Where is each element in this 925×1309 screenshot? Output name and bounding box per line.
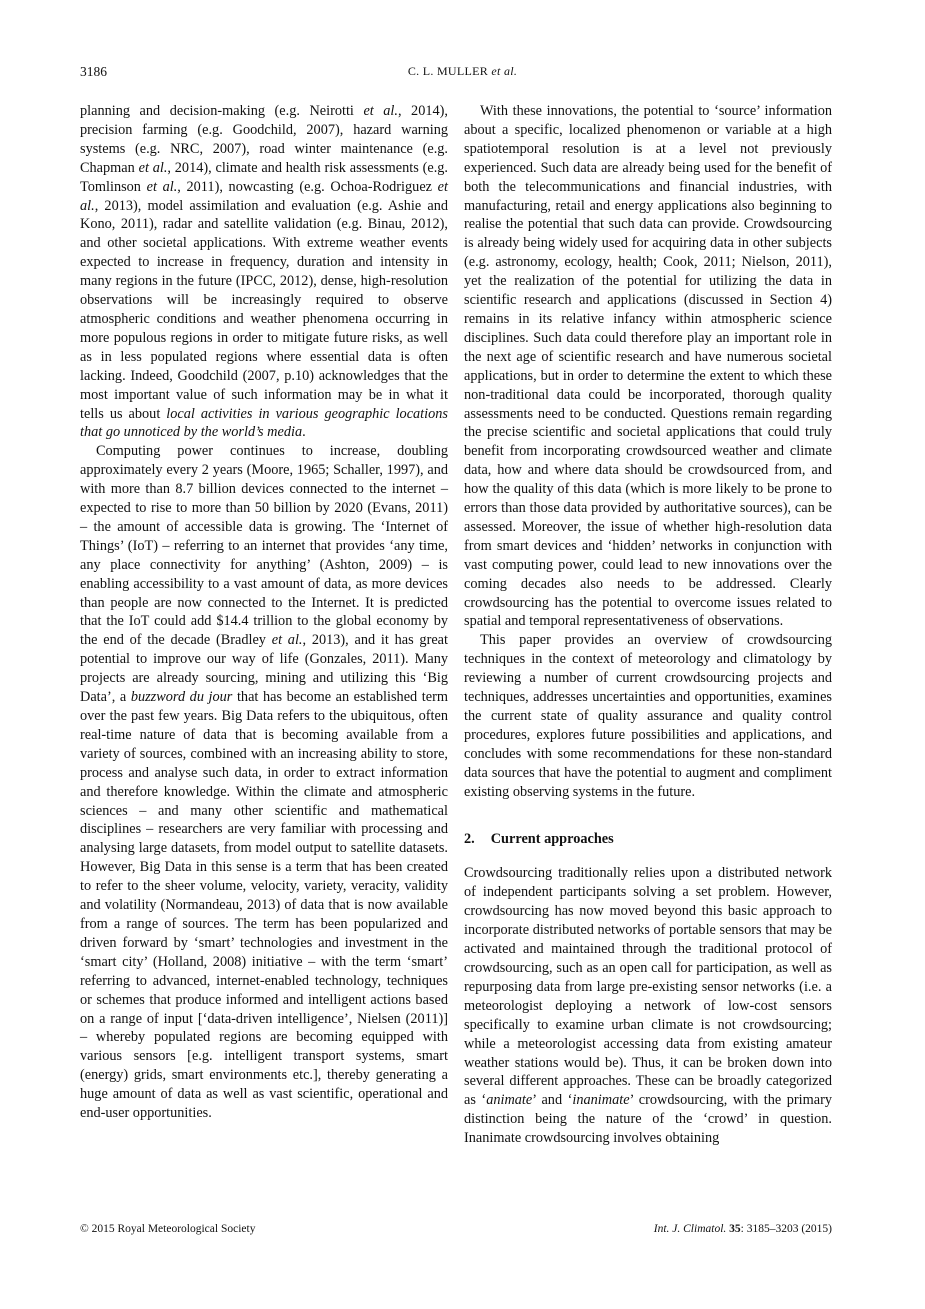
- left-column: [80, 102, 448, 1123]
- journal-name: Int. J. Climatol.: [653, 1223, 727, 1235]
- section-title: Current approaches: [490, 830, 614, 847]
- running-head-authors: C. L. MULLER: [407, 64, 489, 78]
- paragraph: This paper provides an overview of crowdsourcing techniques in the context of meteorology and climatology by reviewing a number of current crowdsourcing projects and techniques, addresses uncertainties and opportunities, examines the current state of quality assurance and quality control procedures, explores future possibilities and applications, and concludes with some recommendations for these non-standard data sources that have the potential to augment and compliment existing observing systems in the future.: [464, 632, 832, 800]
- right-column: [464, 102, 832, 1148]
- paragraph: With these innovations, the potential to ‘source’ information about a specific, localized phenomenon or variable at a high spatiotemporal resolution is at a level not previously experienced. Such data are already being used for the benefit of both the telecommunications and financial industries, with manufacturing, retail and energy applications also beginning to realise the potential that such data can provide. Crowdsourcing is already being widely used for acquiring data in other subjects (e.g. astronomy, ecology, health; Cook, 2011; Nielson, 2011), yet the realization of the potential for utilizing the data in scientific research and applications (discussed in Section 4) remains in its relative infancy within atmospheric science disciplines. Such data could therefore play an important role in the next age of scientific research and have numerous societal applications, but in order to determine the extent to which these non-traditional data could be incorporated, thorough quality assessments need to be conducted. Questions remain regarding the precise scientific and societal applications that could truly benefit from incorporating crowdsourced weather and climate data, how and where data should be crowdsourced from, and how the quality of this data (which is more likely to be prone to errors than those data provided by authoritative sources), can be assessed. Moreover, the issue of whether high-resolution data from smart devices and ‘hidden’ networks in conjunction with vast computing power, could lead to new innovations over the coming decades also needs to be addressed. Clearly crowdsourcing has the potential to overcome issues related to spatial and temporal representativeness of observations.: [464, 103, 832, 630]
- running-head: [0, 64, 925, 79]
- paragraph: Crowdsourcing traditionally relies upon a distributed network of independent participants solving a set problem. However, crowdsourcing has now moved beyond this basic approach to incorporate distributed networks of portable sensors that may be activated and maintained through the traditional protocol of crowdsourcing, such as an open call for participation, as well as repurposing data from large pre-existing sensor networks (i.e. a meteorologist deploying a network of low-cost sensors specifically to examine urban climate is not crowdsourcing; while a meteorologist accessing data from existing amateur weather stations would be). Thus, it can be broken down into several different approaches. These can be broadly categorized as ‘animate’ and ‘inanimate’ crowdsourcing, with the primary distinction being the nature of the ‘crowd’ in question. Inanimate crowdsourcing involves obtaining: [464, 865, 832, 1147]
- paragraph: Computing power continues to increase, doubling approximately every 2 years (Moore, 1965; Schaller, 1997), and with more than 8.7 billion devices connected to the internet – expected to rise to more than 50 billion by 2020 (Evans, 2011) – the amount of accessible data is growing. The ‘Internet of Things’ (IoT) – referring to an internet that provides ‘any time, any place connectivity for anything’ (Ashton, 2009) – is enabling accessibility to a vast amount of data, as more devices than people are now connected to the Internet. It is predicted that the IoT could add $14.4 trillion to the global economy by the end of the decade (Bradley et al., 2013), and it has great potential to improve our way of life (Gonzales, 2011). Many projects are already sourcing, mining and utilizing this ‘Big Data’, a buzzword du jour that has become an established term over the past few years. Big Data refers to the ubiquitous, often real-time nature of data that is becoming available from a variety of sources, combined with an increasing ability to store, process and analyse such data, in order to extract information and therefore knowledge. Within the climate and atmospheric sciences – and many other scientific and mathematical disciplines – researchers are very familiar with processing and analysing large datasets, from model output to satellite datasets. However, Big Data in this sense is a term that has been created to refer to the sheer volume, velocity, variety, veracity, validity and volatility (Normandeau, 2013) of data that is now available from a range of sources. The term has been popularized and driven forward by ‘smart’ technologies and investment in the ‘smart city’ (Holland, 2008) initiative – with the term ‘smart’ referring to advanced, internet-enabled technology, techniques or schemes that produce informed and intelligent actions based on a range of input [‘data-driven intelligence’, Nielsen (2011)] – whereby populated regions are becoming equipped with various sensors [e.g. intelligent transport systems, smart (energy) grids, smart environments etc.], thereby generating a huge amount of data as well as vast scientific, operational and end-user opportunities.: [80, 443, 448, 1122]
- page-number: 3186: [80, 64, 107, 79]
- footer-copyright: © 2015 Royal Meteorological Society: [80, 1223, 256, 1235]
- section-heading: [464, 830, 832, 849]
- footer-citation: [654, 1223, 832, 1235]
- section-number: 2.: [464, 830, 475, 847]
- journal-pages: : 3185–3203 (2015): [740, 1223, 832, 1235]
- journal-volume: 35: [729, 1223, 741, 1235]
- running-head-etal: et al.: [491, 64, 518, 78]
- paragraph: planning and decision-making (e.g. Neirotti et al., 2014), precision farming (e.g. Goodchild, 2007), hazard warning systems (e.g. NRC, 2007), road winter maintenance (e.g. Chapman et al., 2014), climate and health risk assessments (e.g. Tomlinson et al., 2011), nowcasting (e.g. Ochoa-Rodriguez et al., 2013), model assimilation and evaluation (e.g. Ashie and Kono, 2011), radar and satellite validation (e.g. Binau, 2012), and other societal applications. With extreme weather events expected to increase in frequency, duration and intensity in many regions in the future (IPCC, 2012), dense, high-resolution observations will be increasingly required to observe atmospheric conditions and weather phenomena occurring in more populous regions in order to mitigate future risks, as well as in less populated regions where essential data is often lacking. Indeed, Goodchild (2007, p.10) acknowledges that the most important value of such information may be in what it tells us about local activities in various geographic locations that go unnoticed by the world’s media.: [80, 103, 449, 441]
